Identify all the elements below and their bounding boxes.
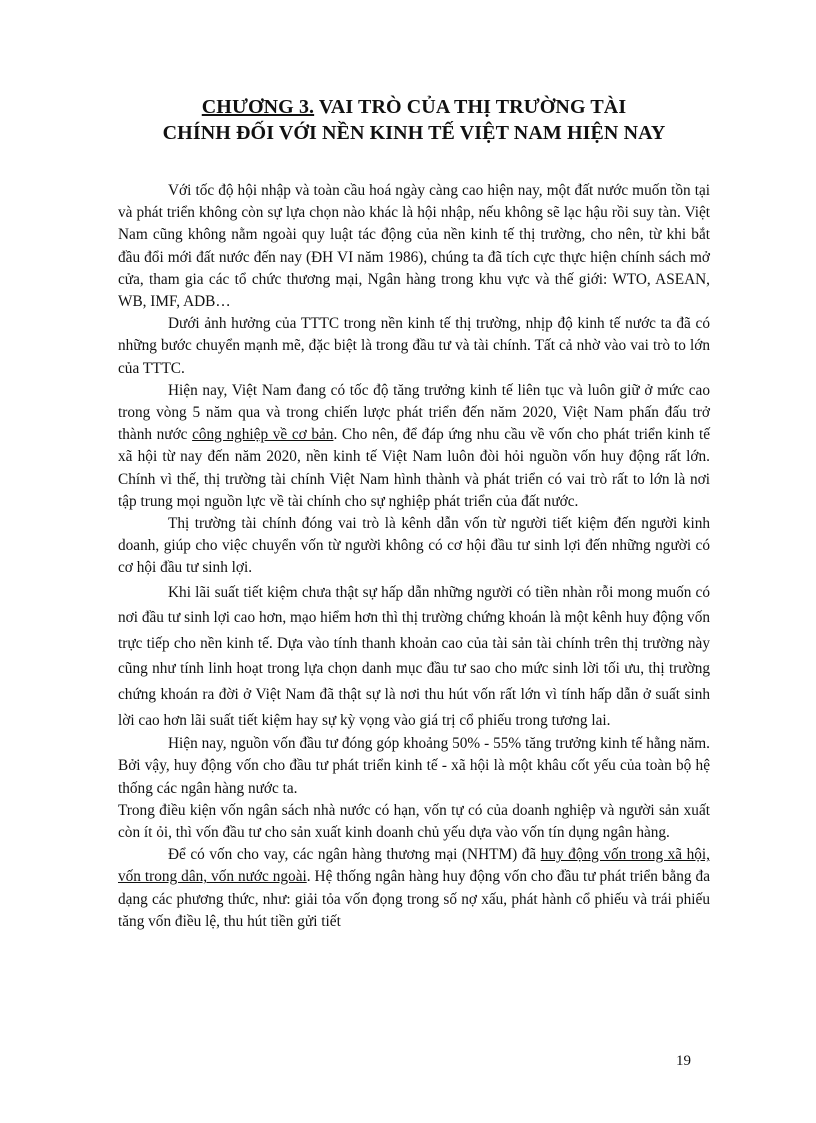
document-body (118, 180, 710, 933)
chapter-title-line-2: CHÍNH ĐỐI VỚI NỀN KINH TẾ VIỆT NAM HIỆN NAY (162, 122, 666, 144)
paragraph-8-text-b: . Hệ thống ngân hàng huy động vốn cho đầu tư phát triển bằng đa dạng các phương thức, như: giải tỏa vốn đọng trong số nợ xấu, phát hành cổ phiếu và trái phiếu tăng vốn điều lệ, thu hút tiền gửi tiết (118, 868, 710, 930)
paragraph-1: Với tốc độ hội nhập và toàn cầu hoá ngày càng cao hiện nay, một đất nước muốn tồn tại và phát triển không còn sự lựa chọn nào khác là hội nhập, nếu không sẽ lạc hậu rồi suy tàn. Việt Nam cũng không nằm ngoài quy luật tác động của nền kinh tế thị trường, cho nên, từ khi bắt đầu đổi mới đất nước đến nay (ĐH VI năm 1986), chúng ta đã tích cực thực hiện chính sách mở cửa, tham gia các tổ chức thương mại, Ngân hàng trong khu vực và thế giới: WTO, ASEAN, WB, IMF, ADB… (118, 182, 710, 311)
paragraph-3-text-a: Hiện nay, Việt Nam đang có tốc độ tăng trưởng kinh tế liên tục và luôn giữ ở mức cao trong vòng 5 năm qua và trong chiến lược phát triển đến năm 2020, Việt Nam phấn đấu trở thành nước (118, 381, 710, 444)
paragraph-3-text-b: . Cho nên, để đáp ứng nhu cầu về vốn cho phát triển kinh tế xã hội từ nay đến năm 2020, nền kinh tế Việt Nam luôn đòi hỏi nguồn vốn huy động rất lớn. Chính vì thế, thị trường tài chính Việt Nam hình thành và phát triển có vai trò rất to lớn là nơi tập trung mọi nguồn lực về tài chính cho sự nghiệp phát triển của đất nước. (118, 426, 710, 510)
underlined-phrase-industrial: công nghiệp về cơ bản (192, 426, 334, 444)
paragraph-2: Dưới ảnh hưởng của TTTC trong nền kinh tế thị trường, nhịp độ kinh tế nước ta đã có những bước chuyển mạnh mẽ, đặc biệt là trong đầu tư và tài chính. Tất cả nhờ vào vai trò to lớn của TTTC. (118, 315, 710, 377)
paragraph-8-text-a: Để có vốn cho vay, các ngân hàng thương mại (NHTM) đã (168, 846, 541, 864)
document-page (118, 94, 710, 933)
chapter-title-line-1 (118, 94, 710, 120)
underlined-phrase-capital: huy động vốn trong xã hội, vốn trong dân, vốn nước ngoài (118, 846, 710, 886)
chapter-title (118, 94, 710, 146)
paragraph-5: Khi lãi suất tiết kiệm chưa thật sự hấp dẫn những người có tiền nhàn rỗi mong muốn có nơi đầu tư sinh lợi cao hơn, mạo hiểm hơn thì thị trường chứng khoán là một kênh huy động vốn trực tiếp cho nền kinh tế. Dựa vào tính thanh khoản cao của tài sản tài chính trên thị trường này cũng như tính linh hoạt trong lựa chọn danh mục đầu tư sao cho mức sinh lời tối ưu, thị trường chứng khoán ra đời ở Việt Nam đã thật sự là nơi thu hút vốn rất lớn vì tính hấp dẫn ở suất sinh lời cao hơn lãi suất tiết kiệm hay sự kỳ vọng vào giá trị cổ phiếu trong tương lai. (118, 583, 710, 729)
chapter-title-text-1: VAI TRÒ CỦA THỊ TRƯỜNG TÀI (318, 96, 627, 118)
paragraph-6: Hiện nay, nguồn vốn đầu tư đóng góp khoảng 50% - 55% tăng trưởng kinh tế hằng năm. Bởi vậy, huy động vốn cho đầu tư phát triển kinh tế - xã hội là một khâu cốt yếu của toàn bộ hệ thống các ngân hàng nước ta. (118, 735, 710, 797)
paragraph-4: Thị trường tài chính đóng vai trò là kênh dẫn vốn từ người tiết kiệm đến người kinh doanh, giúp cho việc chuyển vốn từ người không có cơ hội đầu tư sinh lợi đến những người có cơ hội đầu tư sinh lợi. (118, 515, 710, 577)
page-number: 19 (676, 1053, 691, 1069)
chapter-label: CHƯƠNG 3. (201, 96, 315, 118)
paragraph-3 (118, 380, 710, 513)
paragraph-8 (118, 844, 710, 933)
paragraph-7: Trong điều kiện vốn ngân sách nhà nước có hạn, vốn tự có của doanh nghiệp và người sản xuất còn ít ỏi, thì vốn đầu tư cho sản xuất kinh doanh chủ yếu dựa vào vốn tín dụng ngân hàng. (118, 801, 710, 842)
